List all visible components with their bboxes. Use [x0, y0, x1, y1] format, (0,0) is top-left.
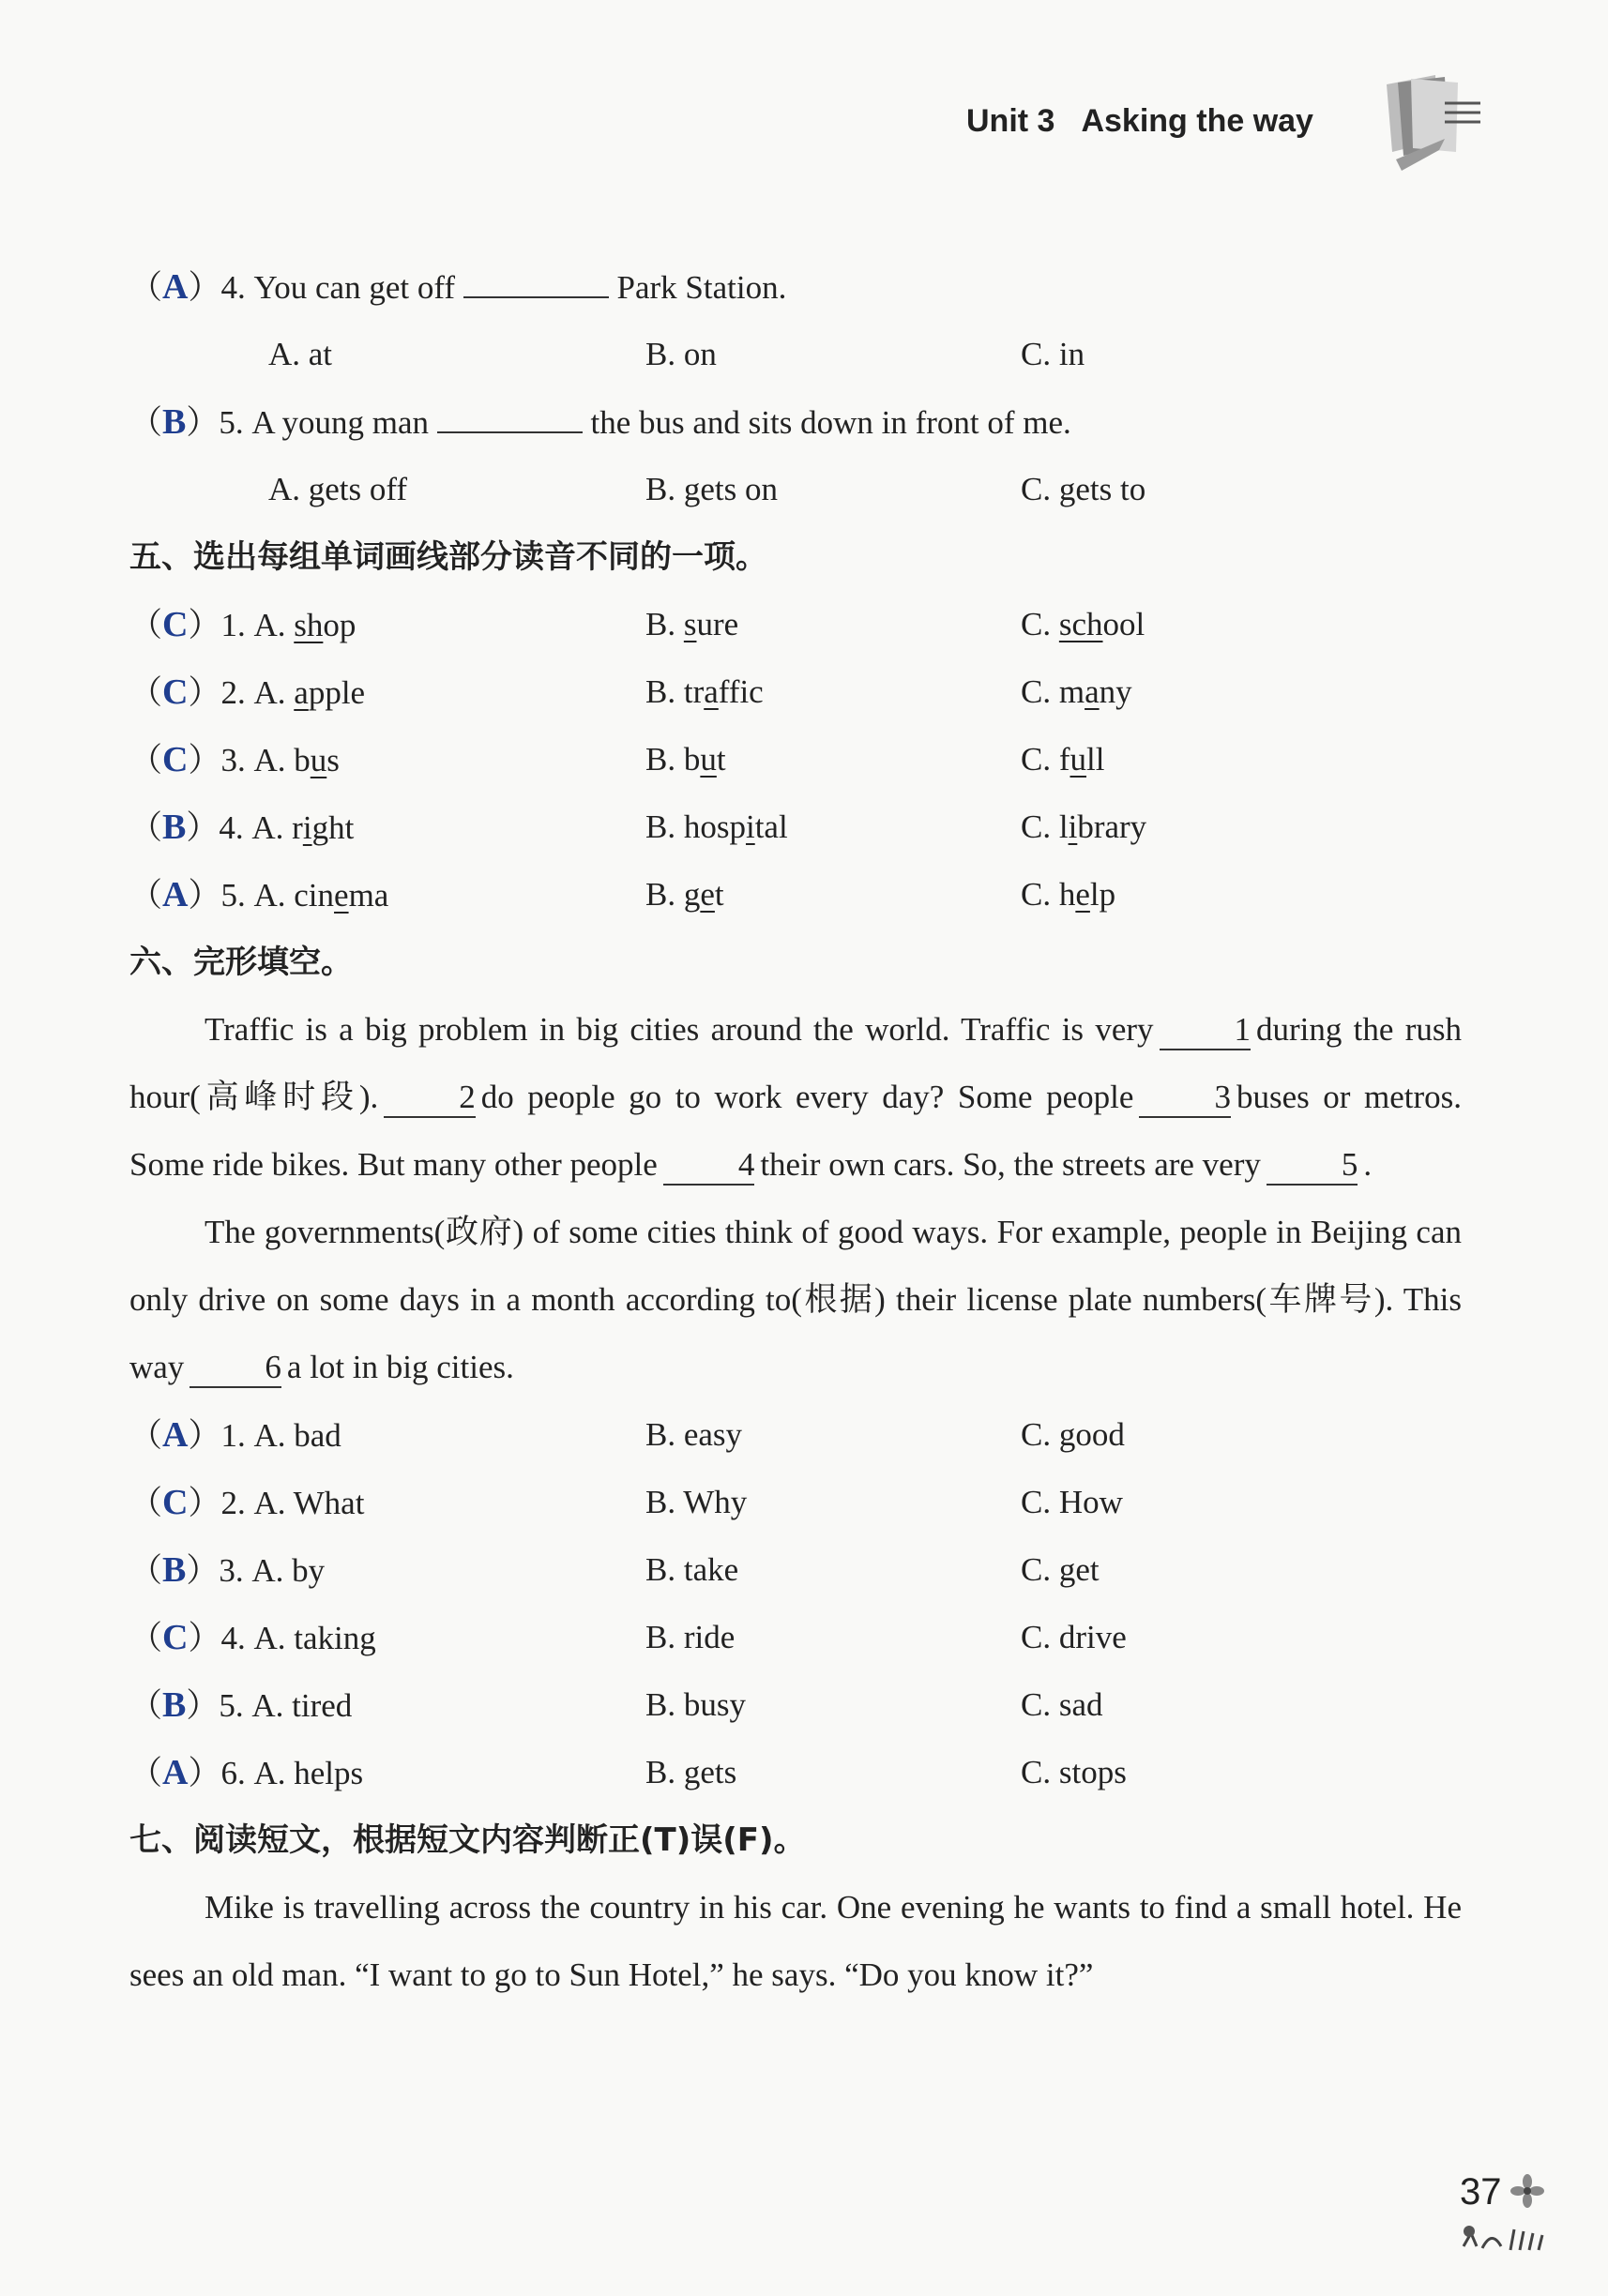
option-b	[645, 861, 724, 929]
word-part: t	[716, 741, 726, 778]
phonics-question	[129, 861, 1462, 929]
word-part: B. g	[645, 876, 701, 913]
paren-open: （	[129, 674, 163, 711]
cloze-blank-1: 1	[1160, 1011, 1252, 1050]
underlined-letters: e	[1075, 876, 1090, 913]
question-left	[129, 591, 356, 659]
question-number: 4.	[219, 809, 244, 846]
paren-open: （	[129, 1485, 163, 1521]
answer-blank	[437, 398, 583, 433]
answer-mark: B	[162, 402, 187, 442]
paren-open: （	[129, 1552, 163, 1589]
answer-mark: B	[162, 1550, 187, 1590]
options-row	[129, 456, 1462, 523]
word-part: C.	[1021, 606, 1059, 642]
answer-mark: A	[162, 875, 189, 914]
word-part: C. h	[1021, 876, 1076, 913]
option-b: B. on	[645, 336, 717, 372]
underlined-letters: a	[704, 673, 719, 710]
grass-decoration-icon	[1454, 2218, 1557, 2256]
option-c: C. get	[1021, 1551, 1100, 1588]
question-4-5: （B）5. A young man the bus and sits down in front of me.	[129, 388, 1462, 456]
word-part: ool	[1102, 606, 1145, 642]
phonics-question	[129, 726, 1462, 793]
paren-close: ）	[188, 674, 221, 711]
passage-text: The governments(政府) of some cities think of good ways. For example, people in Beijing can only drive on some days in a month according to(根据) their license plate numbers(车牌号). This way	[129, 1214, 1462, 1385]
option-a: A. by	[251, 1552, 326, 1589]
option-b	[645, 726, 726, 793]
cloze-question	[129, 1671, 1462, 1739]
phonics-question	[129, 591, 1462, 658]
passage-text: .	[1363, 1146, 1373, 1183]
word-part: op	[323, 607, 356, 643]
option-a: A. gets off	[268, 471, 408, 507]
answer-mark: C	[162, 1618, 189, 1657]
underlined-letters: sh	[294, 607, 324, 643]
word-part: A. cin	[253, 877, 335, 914]
word-part: C. m	[1021, 673, 1085, 710]
page-header	[966, 103, 1313, 140]
question-number: 4.	[220, 1620, 246, 1656]
flower-icon	[1510, 2174, 1544, 2208]
question-left	[129, 658, 365, 727]
option-a	[253, 742, 339, 778]
phonics-question	[129, 793, 1462, 861]
option-c	[1021, 793, 1146, 861]
word-part: B. hosp	[645, 808, 746, 845]
option-a: A. taking	[253, 1620, 376, 1656]
option-b: B. gets on	[645, 471, 778, 507]
underlined-letters: sch	[1058, 606, 1103, 642]
question-left	[129, 726, 340, 794]
passage-text: their own cars. So, the streets are very	[760, 1146, 1261, 1183]
section-7-title: 七、阅读短文，根据短文内容判断正(T)误(F)。	[129, 1821, 806, 1859]
word-part: ll	[1086, 741, 1105, 778]
word-part: A.	[253, 607, 295, 643]
word-part: A. b	[253, 742, 311, 778]
answer-blank	[463, 263, 609, 298]
option-c: C. drive	[1021, 1619, 1127, 1655]
answer-mark: C	[162, 1483, 189, 1522]
question-stem: A young man	[251, 404, 429, 441]
question-left	[129, 1604, 376, 1672]
underlined-letters: a	[1085, 673, 1100, 710]
option-b: B. ride	[645, 1619, 736, 1655]
paren-open: （	[129, 742, 163, 778]
question-number: 6.	[220, 1755, 246, 1791]
paren-open: （	[129, 607, 163, 643]
option-b: B. gets	[645, 1754, 737, 1790]
word-part: t	[714, 876, 724, 913]
passage-text: Traffic is a big problem in big cities around the world. Traffic is very	[205, 1011, 1154, 1048]
question-left	[129, 1671, 352, 1740]
options-row	[129, 321, 1462, 388]
question-number: 4.	[220, 269, 246, 306]
option-a	[253, 877, 388, 914]
question-number: 1.	[220, 607, 246, 643]
option-c: C. gets to	[1021, 471, 1146, 507]
option-b: B. busy	[645, 1686, 746, 1723]
option-a: A. helps	[253, 1755, 364, 1791]
option-c	[1021, 726, 1104, 793]
answer-mark: A	[162, 1753, 189, 1792]
option-b: B. Why	[645, 1484, 748, 1520]
question-left	[129, 793, 354, 862]
underlined-letters: e	[700, 876, 715, 913]
paren-close: ）	[188, 607, 221, 643]
question-stem: the bus and sits down in front of me.	[590, 404, 1071, 441]
paren-close: ）	[188, 1417, 221, 1454]
page-number: 37	[1460, 2171, 1502, 2213]
underlined-letters: i	[1068, 808, 1078, 845]
underlined-letters: u	[310, 742, 327, 778]
word-part: C. l	[1021, 808, 1069, 845]
option-a	[253, 674, 365, 711]
cloze-blank-4: 4	[663, 1146, 755, 1186]
paren-open: （	[129, 877, 163, 914]
option-c: C. in	[1021, 336, 1085, 372]
answer-mark: B	[162, 1685, 187, 1725]
cloze-paragraph-1	[129, 996, 1462, 1199]
underlined-letters: i	[302, 809, 312, 846]
page-content	[129, 253, 1462, 2009]
question-number: 2.	[220, 674, 246, 711]
option-a: A. bad	[253, 1417, 341, 1454]
answer-mark: C	[162, 672, 189, 712]
option-c: C. good	[1021, 1416, 1125, 1453]
paren-open: （	[129, 1755, 163, 1791]
answer-mark: A	[162, 267, 189, 307]
underlined-letters: a	[294, 674, 309, 711]
underlined-letters: u	[700, 741, 717, 778]
paren-close: ）	[188, 742, 221, 778]
paren-close: ）	[186, 1687, 220, 1724]
word-part: B. tr	[645, 673, 705, 710]
question-left	[129, 1536, 325, 1605]
cloze-blank-6: 6	[190, 1349, 281, 1388]
answer-mark: A	[162, 1415, 189, 1455]
cloze-question	[129, 1604, 1462, 1671]
section-5-items	[129, 591, 1462, 929]
question-number: 5.	[220, 877, 246, 914]
section-6-items	[129, 1401, 1462, 1806]
option-c	[1021, 658, 1132, 726]
phonics-question	[129, 658, 1462, 726]
question-left	[129, 861, 388, 929]
cloze-blank-5: 5	[1267, 1146, 1358, 1186]
question-number: 1.	[220, 1417, 246, 1454]
underlined-letters: s	[683, 606, 697, 642]
word-part: s	[326, 742, 340, 778]
underlined-letters: e	[334, 877, 349, 914]
section-6-title: 六、完形填空。	[129, 944, 353, 981]
word-part: tal	[754, 808, 788, 845]
paren-close: ）	[188, 1620, 221, 1656]
passage-text: a lot in big cities.	[286, 1349, 514, 1385]
paren-close: ）	[186, 809, 220, 846]
option-b	[645, 591, 738, 658]
question-4-4: （A）4. You can get off Park Station.	[129, 253, 1462, 321]
section-5-title: 五、选出每组单词画线部分读音不同的一项。	[129, 538, 767, 576]
reading-passage: Mike is travelling across the country in his car. One evening he wants to find a small hotel. He sees an old man. “I want to go to Sun Hotel,” he says. “Do you know it?”	[129, 1889, 1462, 1993]
option-b	[645, 658, 764, 726]
passage-text: buses or metros. Some ride bikes. But many other people	[129, 1079, 1463, 1183]
question-stem: You can get off	[253, 269, 456, 306]
passage-text: do people go to work every day? Some people	[480, 1079, 1134, 1115]
paren-close: ）	[188, 877, 221, 914]
question-left	[129, 1401, 341, 1470]
paren-close: ）	[188, 1485, 221, 1521]
cloze-question	[129, 1536, 1462, 1604]
word-part: B.	[645, 606, 684, 642]
option-a	[253, 607, 356, 643]
paren-open: （	[129, 1687, 163, 1724]
question-left	[129, 1739, 363, 1807]
cloze-question	[129, 1739, 1462, 1806]
paren-open: （	[129, 1417, 163, 1454]
option-a	[251, 809, 354, 846]
unit-title: Asking the way	[1081, 103, 1313, 139]
underlined-letters: i	[745, 808, 755, 845]
word-part: ure	[696, 606, 739, 642]
unit-label: Unit 3	[966, 103, 1055, 139]
paren-open: （	[129, 809, 163, 846]
question-number: 5.	[219, 1687, 244, 1724]
book-pages-icon	[1379, 66, 1492, 188]
question-number: 5.	[219, 404, 244, 441]
question-stem: Park Station.	[616, 269, 787, 306]
word-part: ny	[1099, 673, 1132, 710]
option-a: A. at	[268, 336, 333, 372]
question-number: 2.	[220, 1485, 246, 1521]
answer-mark: C	[162, 605, 189, 644]
word-part: ght	[311, 809, 355, 846]
option-b: B. easy	[645, 1416, 743, 1453]
word-part: ffic	[718, 673, 764, 710]
paren-close: ）	[186, 1552, 220, 1589]
option-c	[1021, 591, 1145, 658]
word-part: A. r	[251, 809, 303, 846]
paren-close: ）	[188, 1755, 221, 1791]
answer-mark: B	[162, 808, 187, 847]
option-c	[1021, 861, 1115, 929]
underlined-letters: u	[1069, 741, 1086, 778]
word-part: ma	[348, 877, 389, 914]
word-part: B. b	[645, 741, 701, 778]
word-part: brary	[1077, 808, 1147, 845]
cloze-blank-3: 3	[1139, 1079, 1231, 1118]
option-c: C. stops	[1021, 1754, 1127, 1790]
cloze-question	[129, 1401, 1462, 1469]
option-c: C. sad	[1021, 1686, 1103, 1723]
cloze-question	[129, 1469, 1462, 1536]
word-part: C. f	[1021, 741, 1070, 778]
option-a: A. tired	[251, 1687, 353, 1724]
question-number: 3.	[220, 742, 246, 778]
passage-text: during the rush hour(高峰时段).	[129, 1011, 1462, 1115]
word-part: pple	[308, 674, 366, 711]
word-part: A.	[253, 674, 295, 711]
option-b	[645, 793, 788, 861]
option-c: C. How	[1021, 1484, 1123, 1520]
cloze-blank-2: 2	[384, 1079, 476, 1118]
paren-open: （	[129, 1620, 163, 1656]
question-number: 3.	[219, 1552, 244, 1589]
cloze-paragraph-2	[129, 1199, 1462, 1401]
question-left	[129, 1469, 364, 1537]
answer-mark: C	[162, 740, 189, 779]
option-b: B. take	[645, 1551, 739, 1588]
word-part: lp	[1089, 876, 1116, 913]
option-a: A. What	[253, 1485, 365, 1521]
